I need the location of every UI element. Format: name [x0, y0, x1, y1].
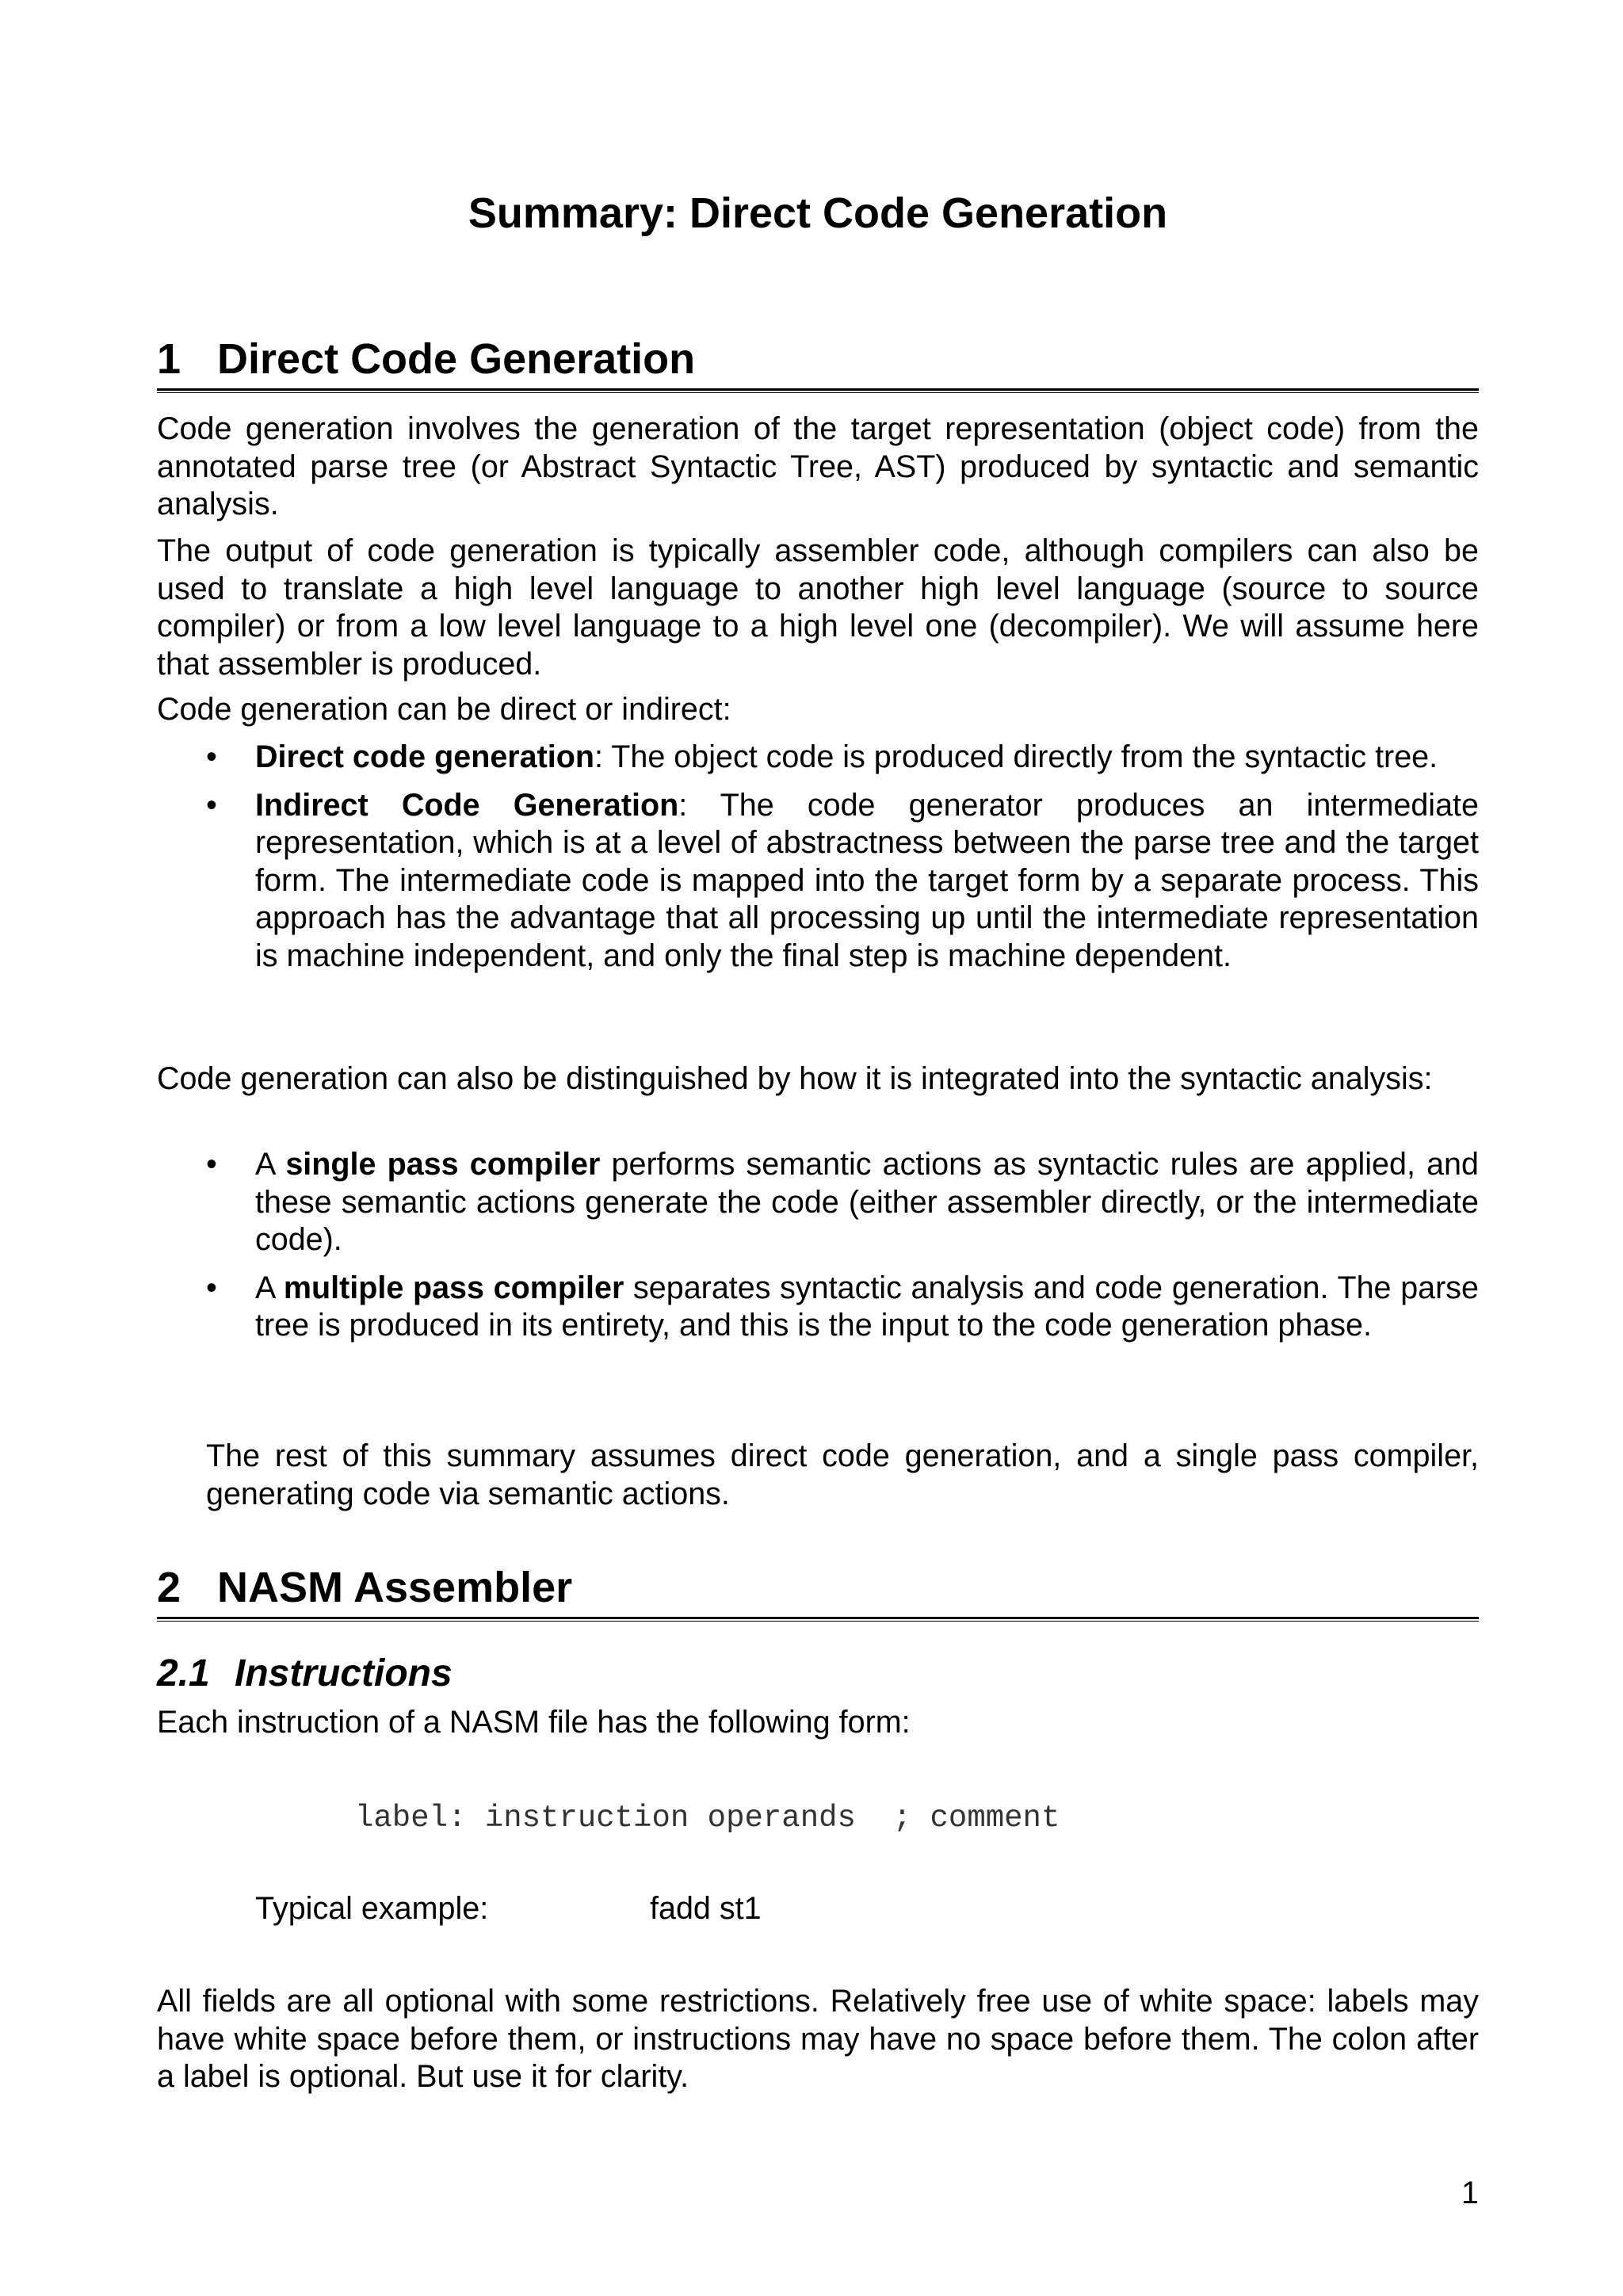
subsection-2-1-title: Instructions	[235, 1652, 453, 1694]
bullet-icon: •	[206, 739, 217, 774]
section-1-rule	[157, 388, 1479, 393]
section-1-paragraph-3: Code generation can be direct or indirect:	[157, 692, 731, 727]
subsection-2-1-number: 2.1	[157, 1652, 210, 1694]
subsection-2-1-paragraph-1: Each instruction of a NASM file has the following form:	[157, 1705, 911, 1740]
list-item-prefix: A	[255, 1147, 286, 1182]
typical-example-value: fadd st1	[650, 1891, 762, 1926]
document-page	[157, 0, 1479, 2296]
list-item-term: single pass compiler	[285, 1147, 601, 1182]
bullet-icon: •	[206, 1270, 217, 1305]
list-item-term: Indirect Code Generation	[255, 787, 679, 823]
list-item-term: multiple pass compiler	[283, 1270, 624, 1305]
section-2-rule	[157, 1617, 1479, 1622]
section-1-paragraph-5: The rest of this summary assumes direct code generation, and a single pass compiler, generating code via semantic actions.	[206, 1438, 1479, 1511]
bullet-icon: •	[206, 787, 217, 823]
typical-example-label: Typical example:	[255, 1891, 489, 1926]
section-2-heading	[157, 1563, 1479, 1612]
list-item-text: separates syntactic analysis and code generation. The parse tree is produced in its entirety, and this is the input to the code generation phase.	[255, 1270, 1479, 1343]
subsection-2-1-paragraph-2: All fields are all optional with some restrictions. Relatively free use of white space: labels may have white space before them, or instructions may have no space before them. The colon after a label is optional. But use it for clarity.	[157, 1984, 1479, 2094]
list-item-term: Direct code generation	[255, 739, 595, 774]
list-item-text: performs semantic actions as syntactic rules are applied, and these semantic actions generate the code (either assembler directly, or the intermediate code).	[255, 1147, 1479, 1257]
subsection-2-1-heading	[157, 1652, 453, 1695]
section-2-title: NASM Assembler	[217, 1564, 573, 1611]
section-1-number: 1	[157, 335, 181, 383]
section-1-title: Direct Code Generation	[217, 335, 696, 383]
list-item	[157, 1270, 1479, 1345]
compiler-pass-list	[157, 1146, 1479, 1355]
bullet-icon: •	[206, 1147, 217, 1182]
list-item	[157, 739, 1479, 777]
list-item	[157, 787, 1479, 976]
section-1-paragraph-1: Code generation involves the generation of the target representation (object code) from the annotated parse tree (or Abstract Syntactic Tree, AST) produced by syntactic and semantic analysis.	[157, 411, 1479, 521]
instruction-form-code: label: instruction operands ; comment	[355, 1801, 1060, 1836]
section-1-paragraph-4: Code generation can also be distinguished by how it is integrated into the syntactic analysis:	[157, 1061, 1433, 1096]
generation-type-list	[157, 739, 1479, 985]
document-title: Summary: Direct Code Generation	[468, 189, 1168, 237]
list-item-text: : The code generator produces an intermediate representation, which is at a level of abstractness between the parse tree and the target form. The intermediate code is mapped into the target form by a separate process. This approach has the advantage that all processing up until the intermediate representation is machine independent, and only the final step is machine dependent.	[255, 787, 1479, 973]
page-number: 1	[1461, 2176, 1479, 2210]
section-2-number: 2	[157, 1564, 181, 1611]
section-1-heading	[157, 334, 1479, 384]
list-item	[157, 1146, 1479, 1259]
list-item-text: : The object code is produced directly from the syntactic tree.	[594, 739, 1438, 774]
typical-example-row	[255, 1891, 762, 1927]
list-item-prefix: A	[255, 1270, 284, 1305]
section-1-paragraph-2: The output of code generation is typically assembler code, although compilers can also be used to translate a high level language to another high level language (source to source compiler) or from a low level language to a high level one (decompiler). We will assume here that assembler is produced.	[157, 533, 1479, 682]
